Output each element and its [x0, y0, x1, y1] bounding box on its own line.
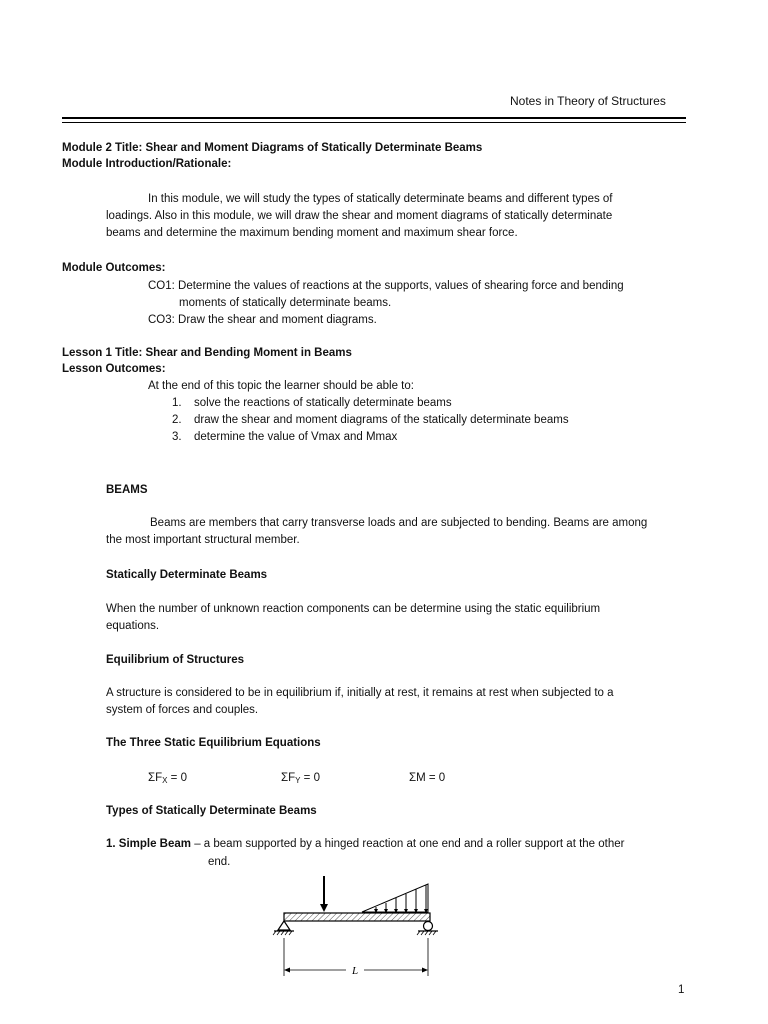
simple-beam-figure — [270, 872, 445, 982]
list-item: solve the reactions of statically determinate beams — [194, 397, 452, 409]
beams-para-line: the most important structural member. — [106, 534, 300, 546]
page-number: 1 — [678, 984, 685, 996]
equation-sum-fy: $\Sigma F_Y = 0$ — [281, 772, 320, 785]
simple-beam-definition: 1. Simple Beam – a beam supported by a hinged reaction at one end and a roller support at the other — [106, 838, 625, 850]
sd-para-line: When the number of unknown reaction components can be determine using the static equilibrium — [106, 603, 601, 615]
outcome-line: CO1: Determine the values of reactions at the supports, values of shearing force and bending — [148, 280, 624, 292]
intro-line: beams and determine the maximum bending moment and maximum shear force. — [106, 227, 518, 239]
eq-para-line: system of forces and couples. — [106, 704, 259, 716]
lesson-title: Lesson 1 Title: Shear and Bending Moment in Beams — [62, 347, 352, 359]
lesson-outcomes-intro: At the end of this topic the learner should be able to: — [148, 380, 414, 392]
sd-heading: Statically Determinate Beams — [106, 569, 268, 581]
outcome-line: moments of statically determinate beams. — [179, 297, 392, 309]
equation-sum-fx: $\Sigma F_X = 0$ — [148, 772, 187, 785]
eq-heading: Equilibrium of Structures — [106, 654, 245, 666]
list-item: determine the value of Vmax and Mmax — [194, 431, 398, 443]
beam — [284, 913, 430, 921]
span-label: L — [351, 965, 359, 977]
outcome-line: CO3: Draw the shear and moment diagrams. — [148, 314, 377, 326]
module-outcomes-heading: Module Outcomes: — [62, 262, 166, 274]
list-number: 1. — [172, 397, 182, 409]
module-title: Module 2 Title: Shear and Moment Diagrams of Statically Determinate Beams — [62, 142, 483, 154]
distributed-load-arrows — [376, 885, 426, 912]
hinge-support — [278, 921, 290, 930]
header-rule-thick — [62, 117, 686, 119]
list-number: 2. — [172, 414, 182, 426]
equation-sum-m: ΣM = 0 — [409, 772, 446, 784]
list-number: 3. — [172, 431, 182, 443]
roller-support — [424, 922, 433, 931]
lesson-outcomes-heading: Lesson Outcomes: — [62, 363, 166, 375]
three-equations-heading: The Three Static Equilibrium Equations — [106, 737, 321, 749]
beams-heading: BEAMS — [106, 484, 148, 496]
simple-beam-label: 1. Simple Beam — [106, 838, 192, 850]
beams-para-line: Beams are members that carry transverse loads and are subjected to bending. Beams are among — [150, 517, 648, 529]
header-rule-thin — [62, 122, 686, 123]
eq-para-line: A structure is considered to be in equilibrium if, initially at rest, it remains at rest when subjected to a — [106, 687, 614, 699]
triangular-load — [362, 884, 428, 912]
module-intro-heading: Module Introduction/Rationale: — [62, 158, 232, 170]
list-item: draw the shear and moment diagrams of the statically determinate beams — [194, 414, 569, 426]
intro-line: loadings. Also in this module, we will draw the shear and moment diagrams of statically determinate — [106, 210, 613, 222]
types-heading: Types of Statically Determinate Beams — [106, 805, 317, 817]
simple-beam-definition-cont: end. — [208, 856, 231, 868]
intro-line: In this module, we will study the types of statically determinate beams and different types of — [148, 193, 613, 205]
running-header: Notes in Theory of Structures — [510, 94, 666, 108]
sd-para-line: equations. — [106, 620, 160, 632]
